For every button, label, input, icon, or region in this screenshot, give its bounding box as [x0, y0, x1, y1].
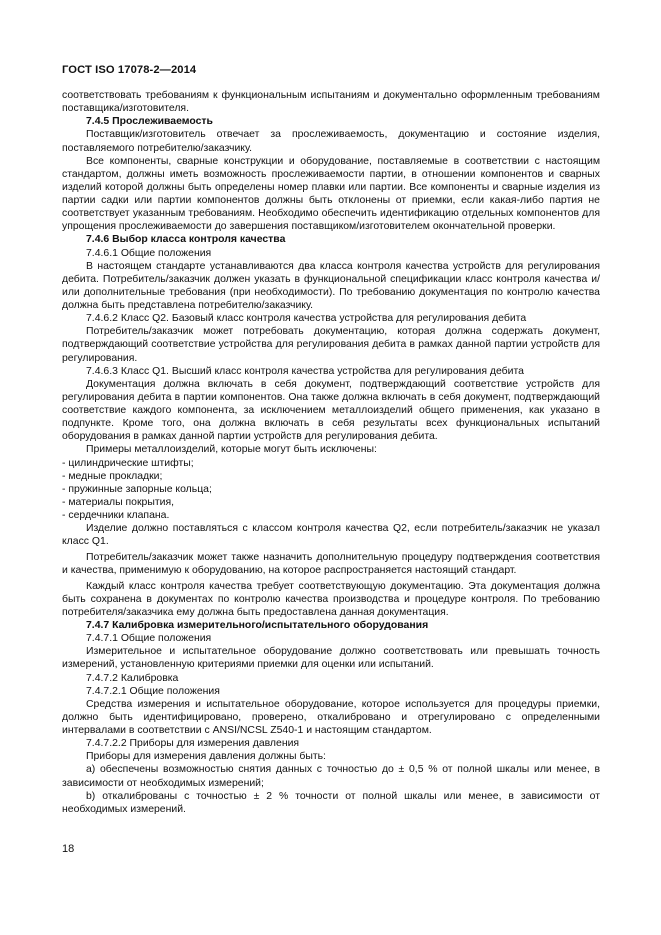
list-item: - медные прокладки; [62, 470, 163, 482]
subsection-heading: 7.4.6.2 Класс Q2. Базовый класс контроля качества устройства для регулирования дебита [86, 313, 527, 325]
subsection-heading: 7.4.7.2.2 Приборы для измерения давления [86, 738, 300, 750]
subsection-heading: 7.4.7.2.1 Общие положения [86, 685, 220, 697]
list-item: - пружинные запорные кольца; [62, 483, 212, 495]
paragraph: В настоящем стандарте устанавливаются два класса контроля качества устройств для регулирования дебита. Потребитель/заказчик должен указать в функциональной спецификации класс контроля качества и/или дополнительные требования (при необходимости). По требованию документация по контролю качества должна быть представлена потребителю/заказчику. [62, 260, 600, 311]
list-item: - материалы покрытия, [62, 496, 175, 508]
paragraph: Каждый класс контроля качества требует соответствующую документацию. Эта документация должна быть сохранена в документах по контролю качества производства и процедуре контроля. По требованию потребителя/заказчика ему должна быть предоставлена данная документация. [62, 580, 600, 618]
list-item: - цилиндрические штифты; [62, 457, 194, 469]
paragraph: Потребитель/заказчик может также назначить дополнительную процедуру подтверждения соответствия и качества, применимую к оборудованию, на которое распространяется настоящий стандарт. [62, 551, 600, 576]
list-item: b) откалиброваны с точностью ± 2 % точности от полной шкалы или менее, в зависимости от необходимых измерений. [62, 790, 600, 815]
subsection-heading: 7.4.6.1 Общие положения [86, 247, 212, 259]
document-body [62, 89, 600, 816]
paragraph: Примеры металлоизделий, которые могут быть исключены: [86, 444, 377, 456]
paragraph: Изделие должно поставляться с классом контроля качества Q2, если потребитель/заказчик не указал класс Q1. [62, 523, 600, 548]
subsection-heading: 7.4.7.1 Общие положения [86, 633, 212, 645]
paragraph: Измерительное и испытательное оборудование должно соответствовать или превышать точность измерений, установленную критериями приемки для оценки или испытаний. [62, 646, 600, 671]
subsection-heading: 7.4.6.3 Класс Q1. Высший класс контроля качества устройства для регулирования дебита [86, 365, 524, 377]
paragraph: Документация должна включать в себя документ, подтверждающий соответствие устройств для регулирования дебита в партии компонентов. Она также должна включать в себя документ, подтверждающий соответствие каждого компонента, за исключением металлоизделий общего применения, как указано в подпункте. Кроме того, она должна включать в себя результаты всех функциональных испытаний оборудования в рамках данной партии устройств для регулирования дебита. [62, 378, 600, 443]
page-number: 18 [62, 843, 75, 855]
paragraph: Средства измерения и испытательное оборудование, которое используется для процедуры приемки, должно быть идентифицировано, проверено, откалибровано и отрегулировано с определенными интервалами в соответствии с ANSI/NCSL Z540-1 и настоящим стандартом. [62, 698, 600, 736]
document-header: ГОСТ ISO 17078-2—2014 [62, 64, 197, 76]
section-heading: 7.4.5 Прослеживаемость [86, 116, 213, 128]
list-item: a) обеспечены возможностью снятия данных с точностью до ± 0,5 % от полной шкалы или менее, в зависимости от необходимых измерений; [62, 764, 600, 789]
section-heading: 7.4.6 Выбор класса контроля качества [86, 234, 286, 246]
paragraph: Все компоненты, сварные конструкции и оборудование, поставляемые в соответствии с настоящим стандартом, должны иметь возможность прослеживаемости партии, в отношении компонентов и сварных изделий которой должны быть определены номер плавки или партии. Все компоненты и сварные изделия из партии садки или партии компонентов должны быть отклонены от приемки, если какая-либо партия не соответствует указанным требованиям. Необходимо обеспечить идентификацию отдельных компонентов для упрощения прослеживаемости до завершения поставщиком/изготовителем окончательной проверки. [62, 155, 600, 233]
section-heading: 7.4.7 Калибровка измерительного/испытательного оборудования [86, 620, 429, 631]
list-item: - сердечники клапана. [62, 510, 170, 521]
paragraph: Приборы для измерения давления должны быть: [86, 751, 326, 763]
paragraph: Потребитель/заказчик может потребовать документацию, которая должна содержать документ, подтверждающий соответствие устройства для регулирования дебита в рамках данной партии устройств для регулирования. [62, 326, 600, 364]
subsection-heading: 7.4.7.2 Калибровка [86, 672, 179, 684]
paragraph: соответствовать требованиям к функциональным испытаниям и документально оформленным требованиям поставщика/изготовителя. [62, 90, 600, 115]
paragraph: Поставщик/изготовитель отвечает за прослеживаемость, документацию и состояние изделия, поставляемого потребителю/заказчику. [62, 129, 600, 154]
